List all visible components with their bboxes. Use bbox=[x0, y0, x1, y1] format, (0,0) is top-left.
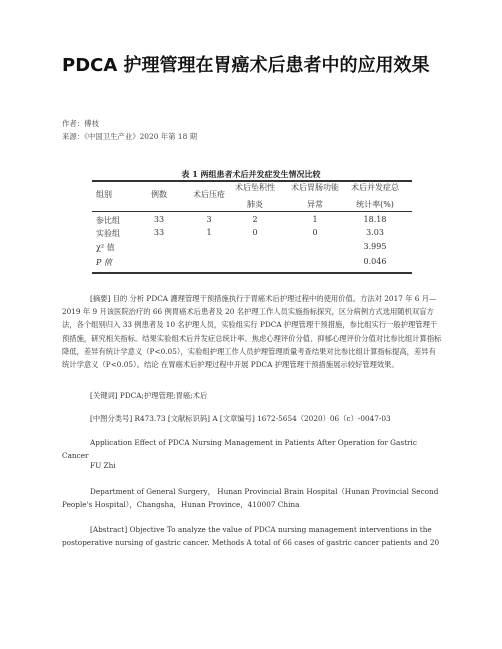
row-experiment-pneumonia: 0 bbox=[252, 228, 258, 237]
header-pneumonia-bottom: 肺炎 bbox=[247, 200, 263, 209]
article-author: 作者：傅枝 bbox=[62, 119, 99, 128]
header-gi-bottom: 异常 bbox=[307, 200, 323, 209]
abstract-zh: [摘要] 目的 分析 PDCA 護理管理干预措施执行于胃癌术后护理过程中的使用价值。方法对 2017 年 6 月—2019 年 9 月该医院治疗的 66 例胃癌术后患者及 20 名护理工作人员实施指标探究，区分病例方式选用随机双盲方法，各个组别归入 33 例患者及 10 名护理人员，实验组实行 PDCA 护理管理干预措施，参比组实行一般护理管理干预措施，研究相关指标。结果实验组术后并发症总统计率、焦虑心理评价分值、抑郁心理评价分值对比参比组计算指标降低，差异有统计学意义（P<0.05），实验组护理工作人员护理管理质量考查结果对比参比组计算指标提高，差异有统计学意义（P<0.05）。结论 在胃癌术后护理过程中开展 PDCA 护理管理干预措施展示较好管理效果。 bbox=[62, 294, 442, 370]
english-author: FU Zhi bbox=[90, 461, 116, 470]
table-header-rule bbox=[92, 211, 412, 212]
row-control-gi: 1 bbox=[312, 215, 318, 224]
article-source: 来源：《中国卫生产业》2020 年第 18 期 bbox=[62, 132, 198, 141]
header-group: 组别 bbox=[96, 190, 112, 199]
author-affiliation: Department of General Surgery， Hunan Provincial Brain Hospital（Hunan Provincial Second People's Hospital），Changsha，Hunan Province，410007 China bbox=[62, 487, 439, 510]
table-bottom-rule bbox=[92, 272, 412, 274]
classification-codes: [中图分类号] R473.73 [文献标识码] A [文章编号] 1672-5654（2020）06（c）-0047-03 bbox=[90, 414, 391, 423]
header-total-top: 术后并发症总 bbox=[351, 183, 399, 192]
keywords-zh: [关键词] PDCA;护理管理;胃癌;术后 bbox=[90, 391, 208, 400]
header-gi-top: 术后胃肠功能 bbox=[291, 183, 339, 192]
article-title: PDCA 护理管理在胃癌术后患者中的应用效果 bbox=[62, 55, 430, 76]
table-caption: 表 1 两组患者术后并发症发生情况比较 bbox=[181, 169, 321, 179]
row-experiment-gi: 0 bbox=[312, 228, 318, 237]
row-control-total: 18.18 bbox=[363, 215, 387, 224]
header-total-bottom: 统计率(%) bbox=[356, 200, 394, 209]
p-value: 0.046 bbox=[363, 257, 387, 266]
abstract-en: [Abstract] Objective To analyze the value of PDCA nursing management interventions in the postoperative nursing of gastric cancer. Methods A total of 66 cases of gastric cancer patients and 20 bbox=[62, 525, 440, 548]
header-cases: 例数 bbox=[151, 190, 167, 199]
header-pressure: 术后压疮 bbox=[193, 190, 225, 199]
chi-square-value: 3.995 bbox=[363, 242, 387, 251]
p-value-label: P 值 bbox=[96, 258, 112, 267]
chi-square-label: χ² 值 bbox=[96, 243, 115, 252]
header-pneumonia-top: 术后坠积性 bbox=[235, 183, 275, 192]
row-experiment-total: 3.03 bbox=[366, 228, 384, 237]
row-control-group: 参比组 bbox=[96, 216, 120, 225]
row-experiment-cases: 33 bbox=[153, 228, 165, 237]
row-experiment-pressure: 1 bbox=[206, 228, 212, 237]
row-experiment-group: 实验组 bbox=[96, 229, 120, 238]
complications-table bbox=[92, 180, 412, 276]
english-title: Application Effect of PDCA Nursing Management in Patients After Operation for Gastric Cancer bbox=[62, 438, 417, 461]
row-control-pneumonia: 2 bbox=[252, 215, 258, 224]
row-control-cases: 33 bbox=[153, 215, 165, 224]
row-control-pressure: 3 bbox=[206, 215, 212, 224]
